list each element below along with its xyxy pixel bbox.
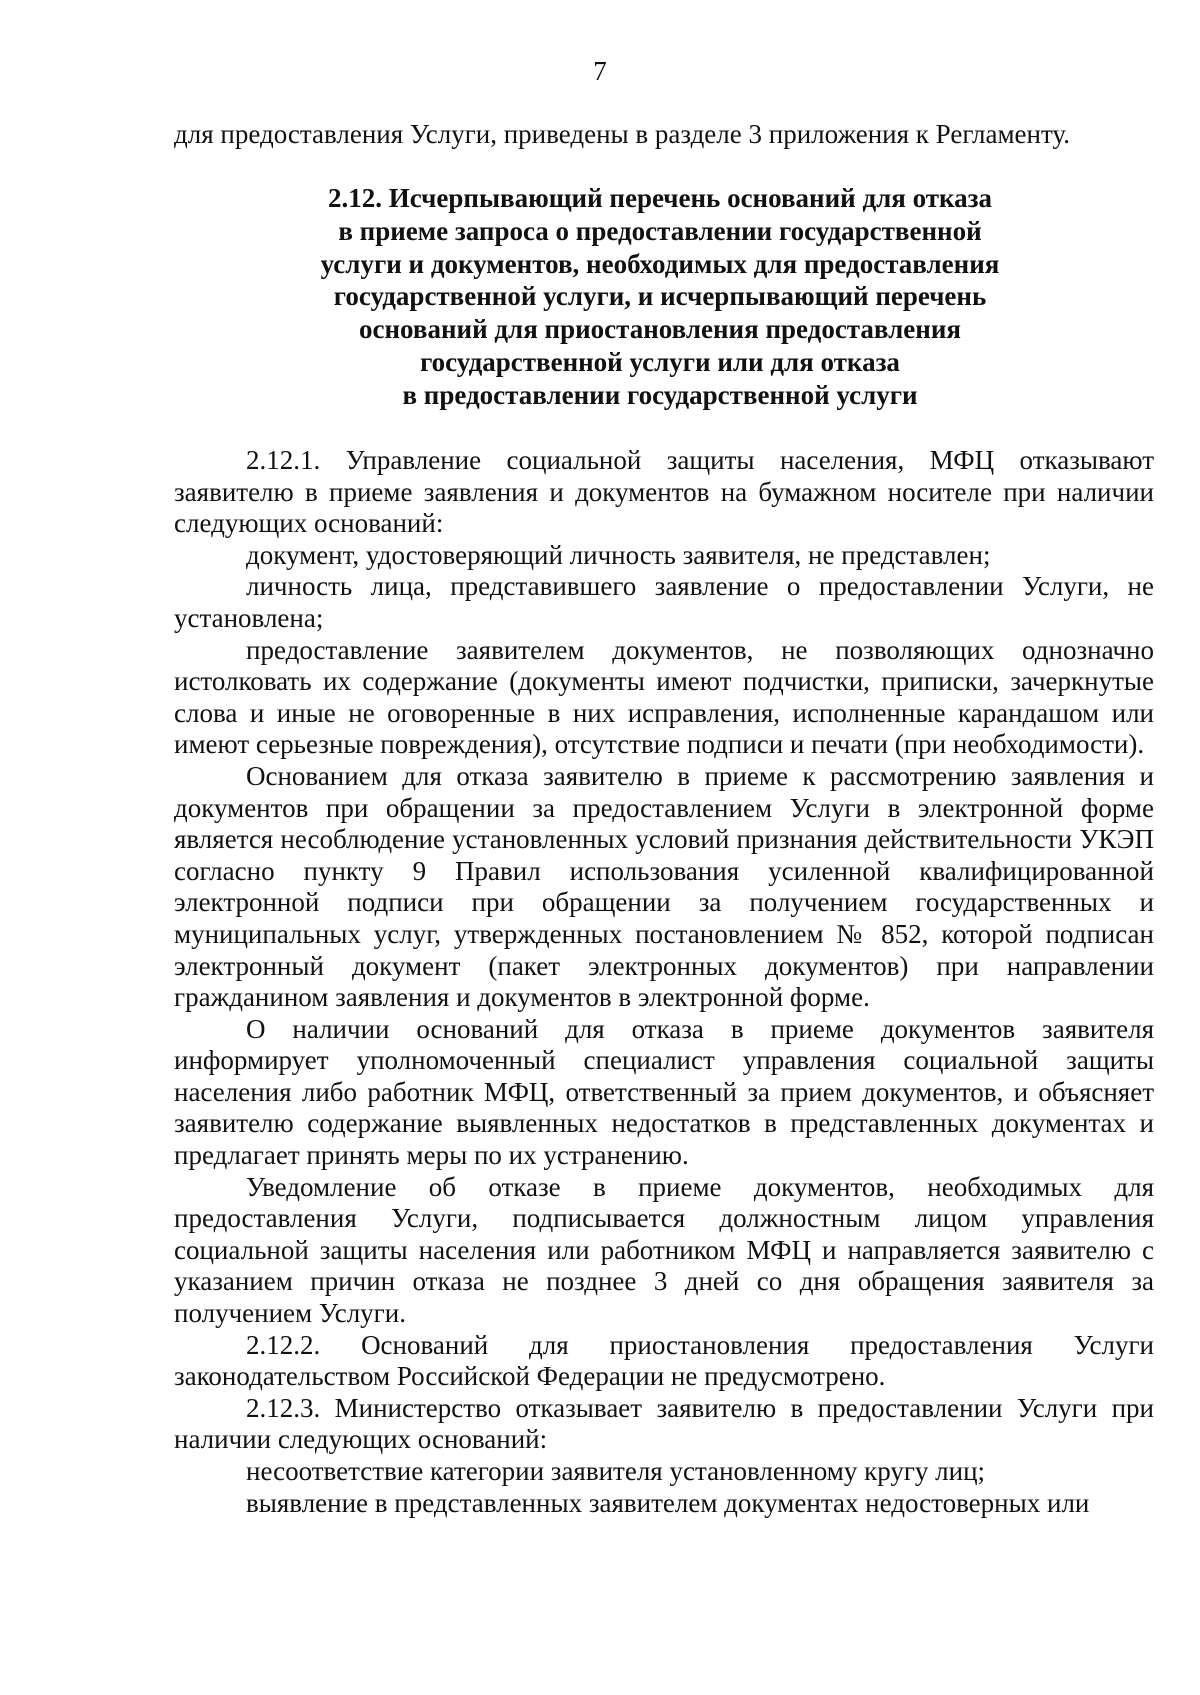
list-item: личность лица, представившего заявление о предоставлении Услуги, не установлена; (174, 571, 1154, 633)
heading-line: государственной услуги или для отказа (420, 346, 900, 377)
paragraph-2-12-1: 2.12.1. Управление социальной защиты населения, МФЦ отказывают заявителю в приеме заявления и документов на бумажном носителе при наличии следующих оснований: (174, 445, 1154, 539)
heading-line: 2.12. Исчерпывающий перечень оснований для отказа (327, 183, 993, 213)
list-item: предоставление заявителем документов, не позволяющих однозначно истолковать их содержание (документы имеют подчистки, приписки, зачеркнутые слова и иные не оговоренные в них исправления, исполненные карандашом или имеют серьезные повреждения), отсутствие подписи и печати (при необходимости). (174, 634, 1154, 760)
paragraph-informing: О наличии оснований для отказа в приеме документов заявителя информирует уполномоченный специалист управления социальной защиты населения либо работник МФЦ, ответственный за прием документов, и объясняет заявителю содержание выявленных недостатков в представленных документах и предлагает принять меры по их устранению. (174, 1013, 1154, 1171)
continuation-line: для предоставления Услуги, приведены в разделе 3 приложения к Регламенту. (174, 119, 1070, 149)
paragraph-electronic-refusal: Основанием для отказа заявителю в приеме к рассмотрению заявления и документов при обращении за предоставлением Услуги в электронной форме является несоблюдение установленных условий признания действительности УКЭП согласно пункту 9 Правил использования усиленной квалифицированной электронной подписи при обращении за получением государственных и муниципальных услуг, утвержденных постановлением № 852, которой подписан электронный документ (пакет электронных документов) при направлении гражданином заявления и документов в электронной форме. (174, 760, 1154, 1013)
heading-line: государственной услуги, и исчерпывающий перечень (333, 281, 987, 312)
heading-line: оснований для приостановления предоставления (359, 314, 961, 345)
section-heading-2-12 (220, 182, 1100, 412)
heading-line: в предоставлении государственной услуги (402, 379, 918, 410)
heading-line: в приеме запроса о предоставлении государственной (338, 215, 982, 246)
heading-line: услуги и документов, необходимых для предоставления (320, 248, 1000, 279)
page-number: 7 (593, 56, 607, 86)
document-body (174, 445, 1154, 1519)
paragraph-refusal-notice: Уведомление об отказе в приеме документов, необходимых для предоставления Услуги, подписывается должностным лицом управления социальной защиты населения или работником МФЦ и направляется заявителю с указанием причин отказа не позднее 3 дней со дня обращения заявителя за получением Услуги. (174, 1171, 1154, 1329)
list-item: несоответствие категории заявителя установленному кругу лиц; (246, 1456, 986, 1486)
list-item: документ, удостоверяющий личность заявителя, не представлен; (246, 539, 991, 570)
paragraph-2-12-3: 2.12.3. Министерство отказывает заявителю в предоставлении Услуги при наличии следующих оснований: (174, 1392, 1154, 1455)
paragraph-2-12-2: 2.12.2. Оснований для приостановления предоставления Услуги законодательством Российской Федерации не предусмотрено. (174, 1329, 1154, 1392)
list-item: выявление в представленных заявителем документах недостоверных или (246, 1487, 1090, 1518)
